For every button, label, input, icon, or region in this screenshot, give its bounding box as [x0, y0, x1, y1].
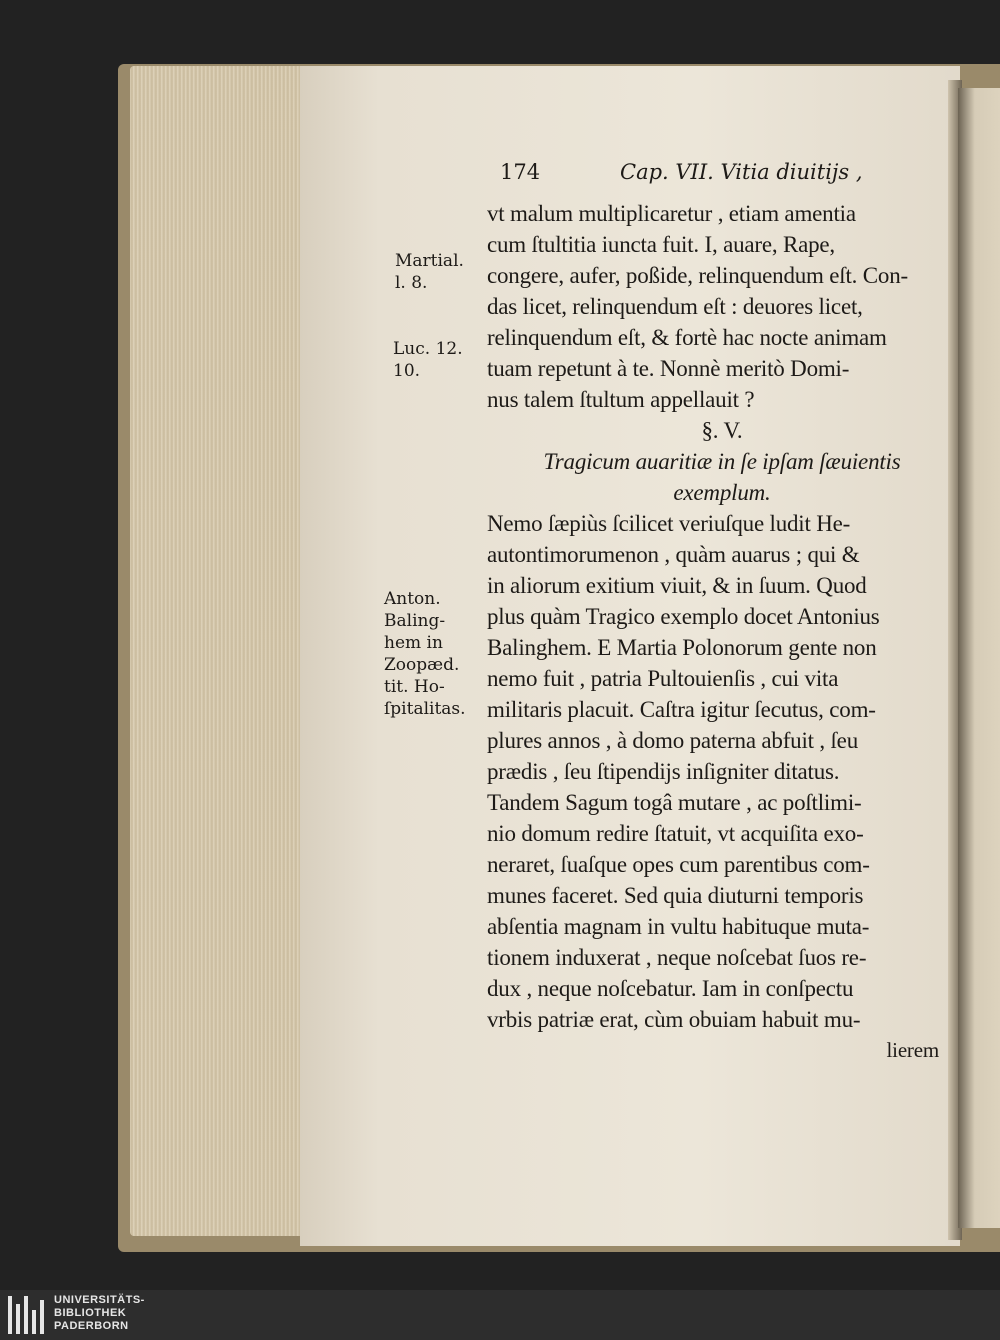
margin-note-line: ſpitalitas. [384, 699, 466, 719]
text-line: nio domum redire ſtatuit, vt acquiſita exo- [487, 821, 864, 846]
library-logo-text [54, 1294, 145, 1333]
page-number: 174 [500, 160, 541, 184]
margin-note-line: Martial. [395, 251, 464, 271]
logo-line: BIBLIOTHEK [54, 1307, 127, 1319]
text-line: plus quàm Tragico exemplo docet Antonius [487, 604, 880, 629]
text-line: militaris placuit. Caſtra igitur ſecutus, com- [487, 697, 876, 722]
margin-note-luke [393, 338, 463, 382]
catchword: lierem [886, 1038, 939, 1062]
margin-note-line: 10. [393, 361, 421, 381]
margin-note-martial [395, 250, 464, 294]
margin-note-line: Luc. 12. [393, 339, 463, 359]
section-title: Tragicum auaritiæ in ſe ipſam ſæuientis [543, 449, 901, 474]
library-footer [0, 1290, 1000, 1340]
text-line: das licet, relinquendum eſt : deuores licet, [487, 294, 863, 319]
text-line: autontimorumenon , quàm auarus ; qui & [487, 542, 860, 567]
text-line: nus talem ſtultum appellauit ? [487, 387, 755, 412]
text-line: cum ſtultitia iuncta fuit. I, auare, Rape, [487, 232, 835, 257]
logo-line: UNIVERSITÄTS- [54, 1294, 145, 1306]
text-line: vrbis patriæ erat, cùm obuiam habuit mu- [487, 1007, 861, 1032]
running-head: Cap. VII. Vitia diuitijs , [620, 160, 863, 184]
logo-line: PADERBORN [54, 1320, 129, 1332]
margin-note-line: Zoopæd. [384, 655, 460, 675]
margin-note-line: tit. Ho- [384, 677, 445, 697]
text-line: plures annos , à domo paterna abfuit , ſeu [487, 728, 858, 753]
text-line: munes faceret. Sed quia diuturni temporis [487, 883, 864, 908]
margin-note-line: Baling- [384, 611, 446, 631]
text-line: tionem induxerat , neque noſcebat ſuos re- [487, 945, 867, 970]
text-line: Balinghem. E Martia Polonorum gente non [487, 635, 877, 660]
text-line: relinquendum eſt, & fortè hac nocte animam [487, 325, 887, 350]
text-line: vt malum multiplicaretur , etiam amentia [487, 201, 856, 226]
margin-note-line: l. 8. [395, 273, 428, 293]
text-line: Tandem Sagum togâ mutare , ac poſtlimi- [487, 790, 862, 815]
text-line: abſentia magnam in vultu habituque muta- [487, 914, 870, 939]
text-line: tuam repetunt à te. Nonnè meritò Domi- [487, 356, 850, 381]
margin-note-line: Anton. [384, 589, 441, 609]
margin-note-line: hem in [384, 633, 443, 653]
margin-note-balinghem [384, 588, 466, 720]
text-line: nemo fuit , patria Pultouienſis , cui vita [487, 666, 839, 691]
facing-page-edge [958, 88, 1000, 1228]
section-number: §. V. [701, 418, 743, 443]
text-line: neraret, ſuaſque opes cum parentibus com- [487, 852, 870, 877]
library-logo-icon [8, 1296, 48, 1334]
text-line: prædis , ſeu ſtipendijs inſigniter ditatus. [487, 759, 840, 784]
section-title: exemplum. [673, 480, 771, 505]
text-block [487, 198, 957, 1066]
text-line: Nemo ſæpiùs ſcilicet veriuſque ludit He- [487, 511, 851, 536]
text-line: dux , neque noſcebatur. Iam in conſpectu [487, 976, 854, 1001]
text-line: congere, aufer, poßide, relinquendum eſt. Con- [487, 263, 908, 288]
text-line: in aliorum exitium viuit, & in ſuum. Quod [487, 573, 867, 598]
